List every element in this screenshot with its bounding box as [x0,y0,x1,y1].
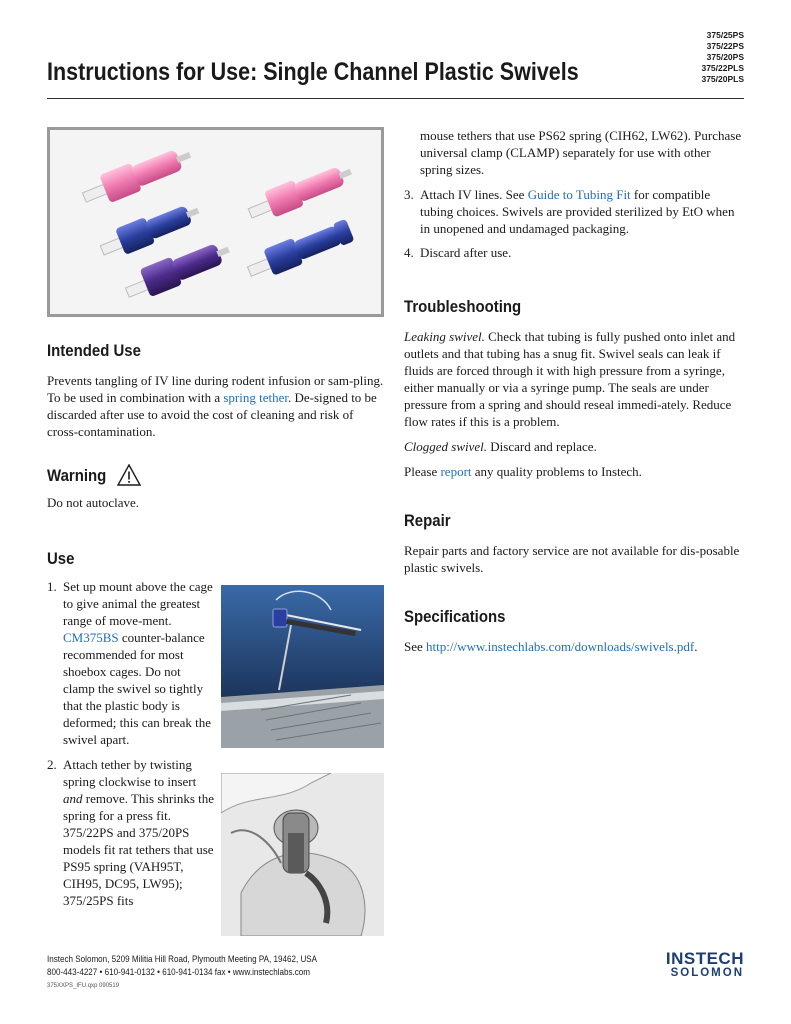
troubleshooting-heading: Troubleshooting [404,297,522,316]
cm375bs-link[interactable]: CM375BS [63,630,119,645]
clogged-swivel-text: Clogged swivel. Discard and replace. [404,439,597,454]
model-number: 375/22PLS [701,63,744,73]
spring-tether-link[interactable]: spring tether [223,390,289,405]
product-photo [47,127,384,317]
use-steps-left [47,578,215,909]
mount-photo [221,585,384,748]
repair-text: Repair parts and factory service are not available for dis-posable plastic swivels. [404,543,740,575]
intended-use-heading: Intended Use [47,341,141,360]
model-number: 375/22PS [706,41,744,51]
footer-contact [47,953,317,979]
use-heading-wrap [47,549,78,569]
specifications-heading: Specifications [404,607,506,626]
tubing-fit-guide-link[interactable]: Guide to Tubing Fit [527,187,631,202]
use-step-2: 2. Attach tether by twisting spring clockwise to insert and remove. This shrinks the spring for a press fit. 375/22PS and 375/20PS models fit rat tethers that use PS95 spring (VAH95T, CIH95, DC95, LW95); 375/25PS fits [47,757,215,908]
instech-solomon-logo [666,950,744,980]
specifications-text: See http://www.instechlabs.com/downloads/swivels.pdf. [404,639,698,654]
header-rule [47,98,744,99]
report-text: Please report any quality problems to Instech. [404,464,642,479]
model-number: 375/20PS [706,52,744,62]
document-id: 375XXPS_IFU.qxp 090519 [47,983,120,989]
repair-heading: Repair [404,511,451,530]
use-step-1: 1. Set up mount above the cage to give animal the greatest range of move-ment. CM375BS counter-balance recommended for most shoebox cages. Do not clamp the swivel so tightly that the plastic body is deformed; this can break the swivel apart. [47,579,213,747]
warning-text: Do not autoclave. [47,495,140,510]
specifications-pdf-link[interactable]: http://www.instechlabs.com/downloads/swivels.pdf [426,639,695,654]
use-step-2-continued: mouse tethers that use PS62 spring (CIH62, LW62). Purchase universal clamp (CLAMP) separately for use with other spring sizes. [420,128,742,177]
intended-use-text: Prevents tangling of IV line during rodent infusion or sam-pling. To be used in combination with a spring tether. De-signed to be discarded after use to avoid the cost of cleaning and risk of cross-contamination. [47,373,384,439]
warning-section [47,464,384,511]
model-number: 375/25PS [706,30,744,40]
logo-line-1: INSTECH [665,949,744,968]
model-list [701,30,744,85]
mount-photo-image [221,585,384,748]
troubleshooting-section [404,297,744,480]
use-heading: Use [47,549,75,568]
footer-phone: 800-443-4227 • 610-941-0132 • 610-941-0134 fax • www.instechlabs.com [47,967,311,978]
specifications-section [404,607,744,655]
warning-heading: Warning [47,466,107,485]
repair-section [404,511,744,576]
use-steps-3-4 [404,186,744,261]
product-photo-image [50,130,381,314]
use-step-3: 3. Attach IV lines. See Guide to Tubing Fit for compatible tubing choices. Swivels are provided sterilized by EtO when in unopened and undamaged packaging. [404,187,735,236]
use-steps-right [404,127,744,261]
report-link[interactable]: report [440,464,472,479]
warning-triangle-icon [117,464,141,486]
footer-address: Instech Solomon, 5209 Militia Hill Road, Plymouth Meeting PA, 19462, USA [47,954,318,965]
intended-use-section [47,341,384,440]
model-number: 375/20PLS [701,74,744,84]
page-title: Instructions for Use: Single Channel Plastic Swivels [47,58,579,86]
tether-photo-image [221,773,384,936]
use-step-4: 4. Discard after use. [404,245,512,260]
tether-photo [221,773,384,936]
swivels-illustration [50,130,381,314]
leaking-swivel-text: Leaking swivel. Check that tubing is fully pushed onto inlet and outlets and that tubing has a snug fit. Swivel seals can leak if fluids are forced through it with high pressure from a syringe, either manually or via a syringe pump. The seals are under pressure from a spring and should reseal immedi-ately. Reduce flow rates if this is a problem. [404,329,736,429]
logo-line-2: SOLOMON [670,967,744,979]
